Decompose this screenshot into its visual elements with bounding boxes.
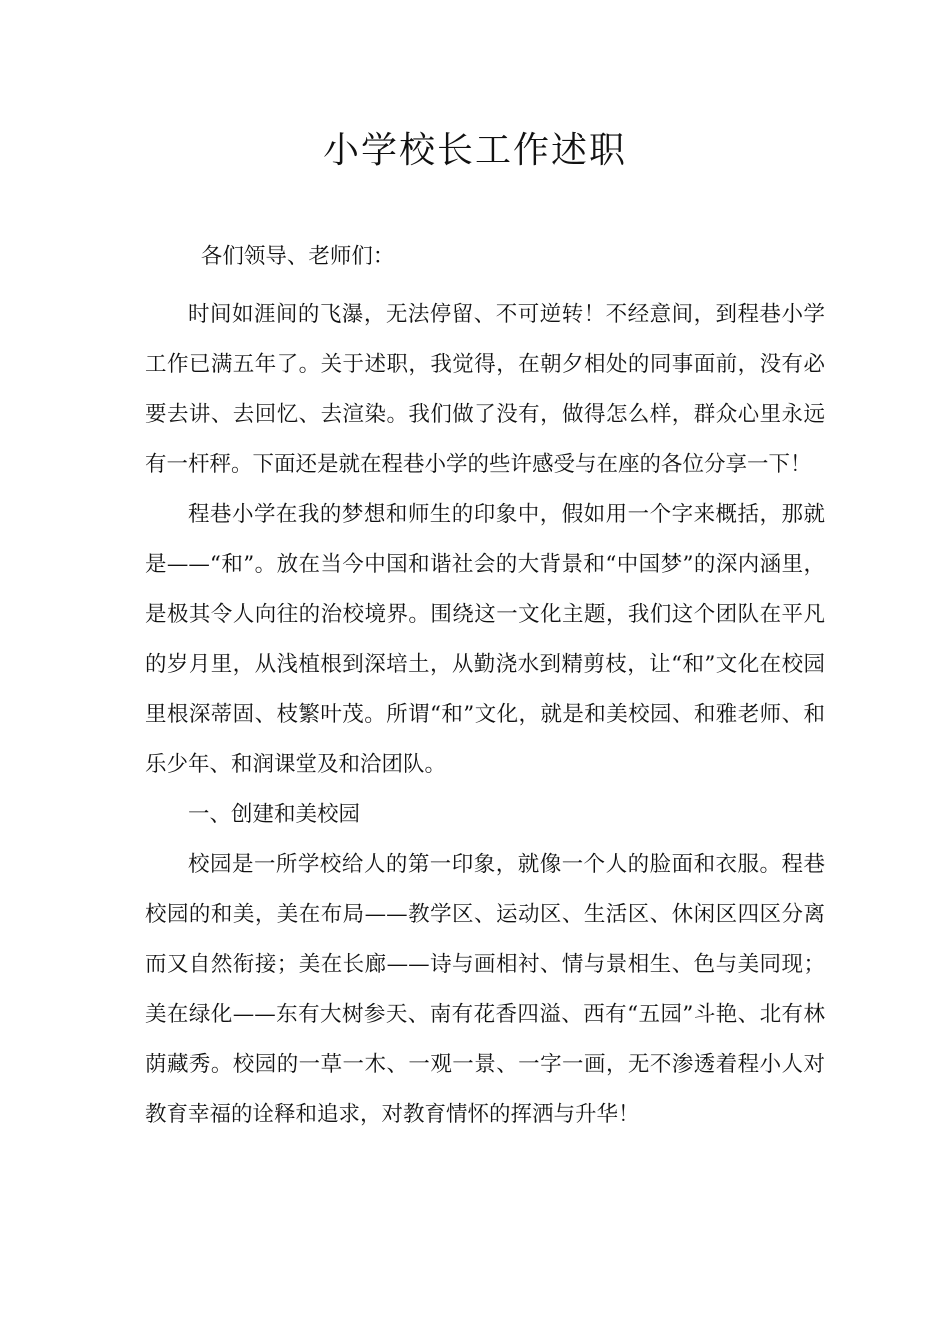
document-title: 小学校长工作述职 bbox=[322, 130, 627, 171]
document-body bbox=[145, 232, 825, 1140]
section-heading: 一、创建和美校园 bbox=[188, 802, 361, 827]
salutation: 各们领导、老师们： bbox=[200, 244, 395, 269]
paragraph-culture: 程巷小学在我的梦想和师生的印象中，假如用一个字来概括，那就是——“和”。放在当今中国和谐社会的大背景和“中国梦”的深内涵里，是极其令人向往的治校境界。围绕这一文化主题，我们这个团队在平凡的岁月里，从浅植根到深培土，从勤浇水到精剪枝，让“和”文化在校园里根深蒂固、枝繁叶茂。所谓“和”文化，就是和美校园、和雅老师、和乐少年、和润课堂及和洽团队。 bbox=[145, 502, 825, 777]
paragraph-campus: 校园是一所学校给人的第一印象，就像一个人的脸面和衣服。程巷校园的和美，美在布局——教学区、运动区、生活区、休闲区四区分离而又自然衔接；美在长廊——诗与画相衬、情与景相生、色与美同现；美在绿化——东有大树参天、南有花香四溢、西有“五园”斗艳、北有林荫藏秀。校园的一草一木、一观一景、一字一画，无不渗透着程小人对教育幸福的诠释和追求，对教育情怀的挥洒与升华！ bbox=[145, 852, 825, 1127]
paragraph-intro: 时间如涯间的飞瀑，无法停留、不可逆转！不经意间，到程巷小学工作已满五年了。关于述职，我觉得，在朝夕相处的同事面前，没有必要去讲、去回忆、去渲染。我们做了没有，做得怎么样，群众心里永远有一杆秤。下面还是就在程巷小学的些许感受与在座的各位分享一下！ bbox=[145, 302, 825, 477]
